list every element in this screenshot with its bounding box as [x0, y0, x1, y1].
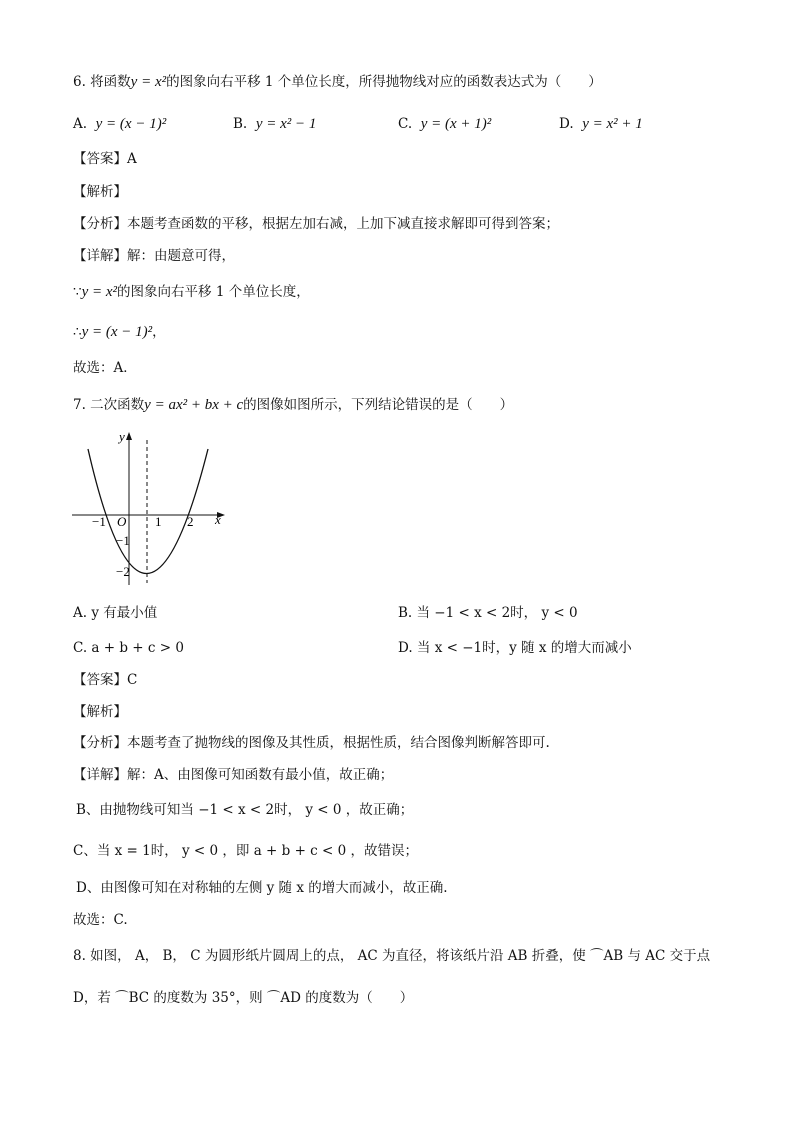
q7-stem: [73, 395, 513, 415]
q8-line1: 8. 如图， A， B， C 为圆形纸片圆周上的点， AC 为直径，将该纸片沿 AB 折叠，使 ⌒AB 与 AC 交于点: [73, 948, 711, 964]
q8-line2: D，若 ⌒BC 的度数为 35°，则 ⌒AD 的度数为（ ）: [73, 990, 414, 1006]
q6-option-d: [559, 114, 643, 134]
option-letter: A.: [73, 116, 88, 132]
q7-guxuan: 故选：C.: [73, 912, 128, 928]
x-axis-label: x: [215, 512, 221, 527]
q6-option-b: [233, 114, 316, 134]
q6-step1-text: 的图象向右平移 1 个单位长度，: [117, 284, 310, 300]
tick-label-y-neg2: −2: [116, 564, 130, 579]
q6-stem-expr: y = x²: [130, 74, 167, 90]
option-expr: y = (x + 1)²: [420, 116, 492, 132]
q7-jiexi: 【解析】: [73, 704, 127, 720]
q6-option-c: [398, 114, 491, 134]
q6-step2: [73, 322, 166, 342]
option-letter: D.: [559, 116, 574, 132]
q6-step2-expr: y = (x − 1)²: [81, 324, 153, 340]
option-letter: C.: [398, 116, 413, 132]
q7-stem-post: 的图像如图所示，下列结论错误的是（ ）: [243, 397, 514, 413]
y-axis-label: y: [119, 429, 125, 444]
q7-answer: 【答案】C: [73, 672, 138, 688]
q7-option-b: B. 当 −1 < x < 2时， y < 0: [398, 605, 578, 621]
q6-step1: [73, 282, 310, 302]
q6-step2-text: ，: [152, 324, 166, 340]
q6-xiangjie: 【详解】解：由题意可得，: [73, 248, 235, 264]
q7-option-c: C. a + b + c > 0: [73, 640, 184, 656]
q7-xiangjie: 【详解】解：A、由图像可知函数有最小值，故正确；: [73, 767, 394, 783]
q7-d-line: D、由图像可知在对称轴的左侧 y 随 x 的增大而减小，故正确.: [76, 880, 448, 896]
q7-fenxi: 【分析】本题考查了抛物线的图像及其性质，根据性质，结合图像判断解答即可.: [73, 735, 550, 751]
y-axis-arrow: [126, 432, 132, 440]
option-expr: y = x² − 1: [255, 116, 317, 132]
therefore-symbol: ∴: [73, 324, 82, 340]
parabola-graph: [70, 428, 230, 590]
q6-guxuan: 故选：A．: [73, 360, 137, 376]
origin-label: O: [117, 514, 127, 529]
q6-stem-post: 的图象向右平移 1 个单位长度，所得抛物线对应的函数表达式为（ ）: [166, 74, 602, 90]
parabola-curve: [88, 449, 208, 574]
tick-label-x-2: 2: [187, 514, 194, 529]
q6-stem: [73, 72, 602, 92]
tick-label-x-neg1: −1: [92, 514, 106, 529]
q6-step1-expr: y = x²: [81, 284, 118, 300]
option-letter: B.: [233, 116, 248, 132]
option-expr: y = (x − 1)²: [95, 116, 167, 132]
q6-stem-pre: 6. 将函数: [73, 74, 131, 90]
q6-fenxi: 【分析】本题考查函数的平移，根据左加右减，上加下减直接求解即可得到答案；: [73, 216, 559, 232]
q7-option-a: A. y 有最小值: [73, 605, 158, 621]
because-symbol: ∵: [73, 284, 82, 300]
q7-stem-expr: y = ax² + bx + c: [144, 397, 244, 413]
q6-jiexi: 【解析】: [73, 184, 127, 200]
option-expr: y = x² + 1: [582, 116, 643, 132]
q7-stem-pre: 7. 二次函数: [73, 397, 145, 413]
q6-option-a: [73, 114, 166, 134]
q7-b-line: B、由抛物线可知当 −1 < x < 2时， y < 0 ，故正确；: [76, 802, 414, 818]
q7-c-line: C、当 x = 1时， y < 0 ，即 a + b + c < 0 ，故错误；: [73, 843, 419, 859]
tick-label-y-neg1: −1: [116, 533, 130, 548]
q7-option-d: D. 当 x < −1时，y 随 x 的增大而减小: [398, 640, 632, 656]
tick-label-x-1: 1: [155, 514, 162, 529]
q6-answer: 【答案】A: [73, 151, 137, 167]
